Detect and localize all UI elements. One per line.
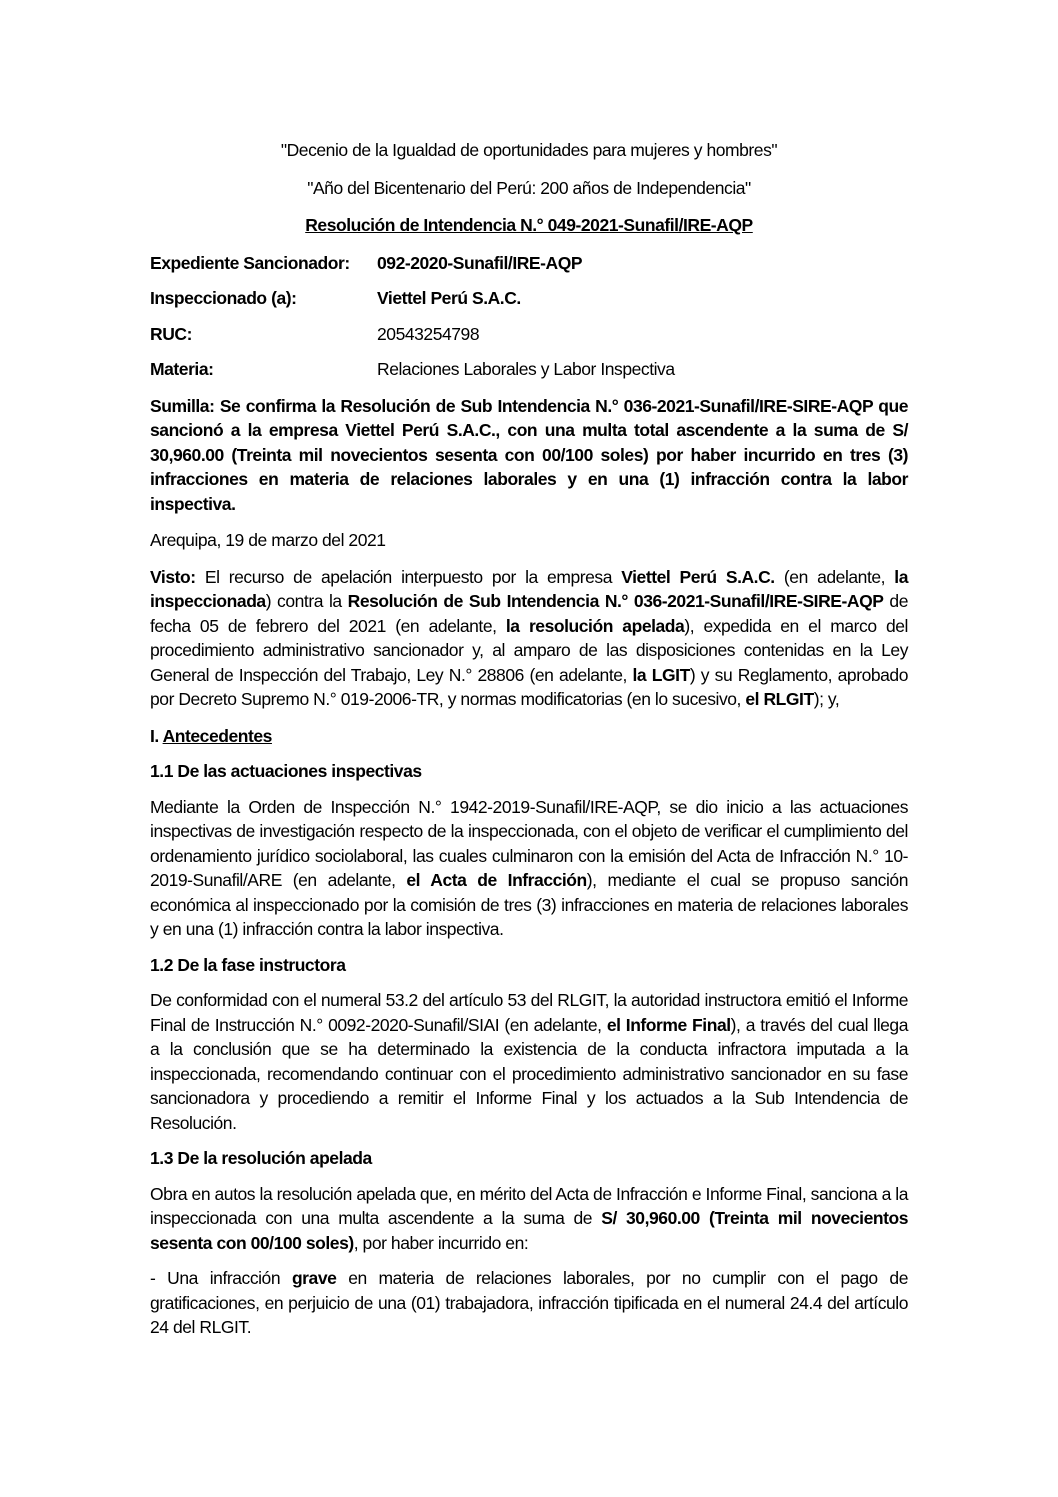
section-number: I. xyxy=(150,725,163,746)
paragraph-text: , por haber incurrido en: xyxy=(353,1232,529,1253)
meta-block xyxy=(150,251,908,382)
paragraph-text: ), mediante el cual se propuso sanción económica al inspeccionado por la comisión de tres (3) infracciones en materia de relaciones laborales y en una (1) infracción contra la labor inspectiva. xyxy=(150,870,908,939)
paragraph-text: Obra en autos la resolución apelada que, en mérito del Acta de Infracción e Informe Final, sanciona a la inspeccionada con una multa ascendente a la suma de xyxy=(150,1183,908,1228)
visto-bold: la resolución apelada xyxy=(505,615,685,636)
meta-row-materia xyxy=(150,357,908,382)
subsection-heading-1-1: 1.1 De las actuaciones inspectivas xyxy=(150,761,422,781)
meta-value: Viettel Perú S.A.C. xyxy=(377,288,521,308)
motto-line-1: "Decenio de la Igualdad de oportunidades para mujeres y hombres" xyxy=(280,140,778,160)
sumilla-label: Sumilla: xyxy=(150,395,215,416)
date-line: Arequipa, 19 de marzo del 2021 xyxy=(150,530,386,550)
bullet-text: - Una infracción xyxy=(150,1268,292,1288)
visto-bold: Viettel Perú S.A.C. xyxy=(621,566,775,587)
subsection-1-2-paragraph xyxy=(150,988,908,1135)
paragraph-text: ), a través del cual llega a la conclusión que se ha determinado la existencia de la conducta infractora imputada a la inspeccionada, recomendando continuar con el procedimiento administrativo sancionador en su fase sancionadora y procediendo a remitir el Informe Final y los actuados a la Sub Intendencia de Resolución. xyxy=(150,1014,908,1133)
meta-key: Inspeccionado (a): xyxy=(150,288,297,308)
bullet-text: en materia de relaciones laborales, por no cumplir con el pago de gratificaciones, en perjuicio de una (01) trabajadora, infracción tipificada en el numeral 24.4 del artículo 24 del RLGIT. xyxy=(150,1268,909,1337)
subsection-1-1-paragraph xyxy=(150,795,908,942)
visto-text: de fecha 05 de febrero del 2021 (en adelante, xyxy=(150,591,908,636)
visto-text: El recurso de apelación interpuesto por la empresa xyxy=(195,566,622,587)
visto-bold: el RLGIT xyxy=(745,689,814,709)
subsection-heading-1-2: 1.2 De la fase instructora xyxy=(150,954,346,975)
subsection-1-3-paragraph xyxy=(150,1182,908,1256)
section-title: Antecedentes xyxy=(162,725,272,746)
meta-key: Materia: xyxy=(150,359,214,379)
paragraph-bold: el Informe Final xyxy=(606,1014,731,1035)
visto-bold: la LGIT xyxy=(632,664,690,685)
paragraph-text: Mediante la Orden de Inspección N.° 1942-2019-Sunafil/IRE-AQP, se dio inicio a las actuaciones inspectivas de investigación respecto de la inspeccionada, con el objeto de verificar el cumplimiento del ordenamiento jurídico sociolaboral, las cuales culminaron con la emisión del Acta de Infracción N.° 10-2019-Sunafil/ARE (en adelante, xyxy=(150,796,908,890)
meta-row-ruc xyxy=(150,322,908,347)
sumilla-text: Se confirma la Resolución de Sub Intendencia N.° 036-2021-Sunafil/IRE-SIRE-AQP que sancionó a la empresa Viettel Perú S.A.C., con una multa total ascendente a la suma de S/ 30,960.00 (Treinta mil novecientos sesenta con 00/100 soles) por haber incurrido en tres (3) infracciones en materia de relaciones laborales y en una (1) infracción contra la labor inspectiva. xyxy=(150,395,908,514)
paragraph-bold: S/ 30,960.00 (Treinta mil novecientos sesenta con 00/100 soles) xyxy=(150,1208,908,1253)
resolution-title: Resolución de Intendencia N.° 049-2021-Sunafil/IRE-AQP xyxy=(305,215,753,235)
paragraph-text: De conformidad con el numeral 53.2 del artículo 53 del RLGIT, la autoridad instructora emitió el Informe Final de Instrucción N.° 0092-2020-Sunafil/SIAI (en adelante, xyxy=(150,990,908,1035)
visto-text: (en adelante, xyxy=(774,566,895,587)
meta-key: Expediente Sancionador: xyxy=(150,252,350,273)
infraction-bullet xyxy=(150,1266,908,1340)
paragraph-bold: el Acta de Infracción xyxy=(406,870,587,890)
visto-bold: la inspeccionada xyxy=(150,566,908,611)
document-page xyxy=(150,138,908,1340)
meta-key: RUC: xyxy=(150,323,192,344)
visto-text: ) y su Reglamento, aprobado por Decreto Supremo N.° 019-2006-TR, y normas modificatorias (en lo sucesivo, xyxy=(150,664,908,709)
visto-label: Visto: xyxy=(150,566,196,587)
motto-line-2: "Año del Bicentenario del Perú: 200 años de Independencia" xyxy=(307,177,751,198)
visto-text: ); y, xyxy=(813,689,840,709)
visto-paragraph xyxy=(150,565,908,712)
visto-bold: Resolución de Sub Intendencia N.° 036-2021-Sunafil/IRE-SIRE-AQP xyxy=(347,591,884,611)
visto-text: ) contra la xyxy=(265,591,348,611)
section-heading-antecedentes xyxy=(150,724,908,749)
meta-row-expediente xyxy=(150,251,908,276)
visto-text: ), expedida en el marco del procedimiento administrativo sancionador y, al amparo de las disposiciones contenidas en la Ley General de Inspección del Trabajo, Ley N.° 28806 (en adelante, xyxy=(150,615,908,685)
bullet-bold: grave xyxy=(291,1268,337,1288)
subsection-heading-1-3: 1.3 De la resolución apelada xyxy=(150,1148,372,1168)
meta-value: Relaciones Laborales y Labor Inspectiva xyxy=(377,359,675,379)
meta-value: 092-2020-Sunafil/IRE-AQP xyxy=(377,252,583,273)
sumilla-paragraph xyxy=(150,394,908,517)
meta-row-inspeccionado xyxy=(150,286,908,311)
meta-value: 20543254798 xyxy=(377,323,480,344)
